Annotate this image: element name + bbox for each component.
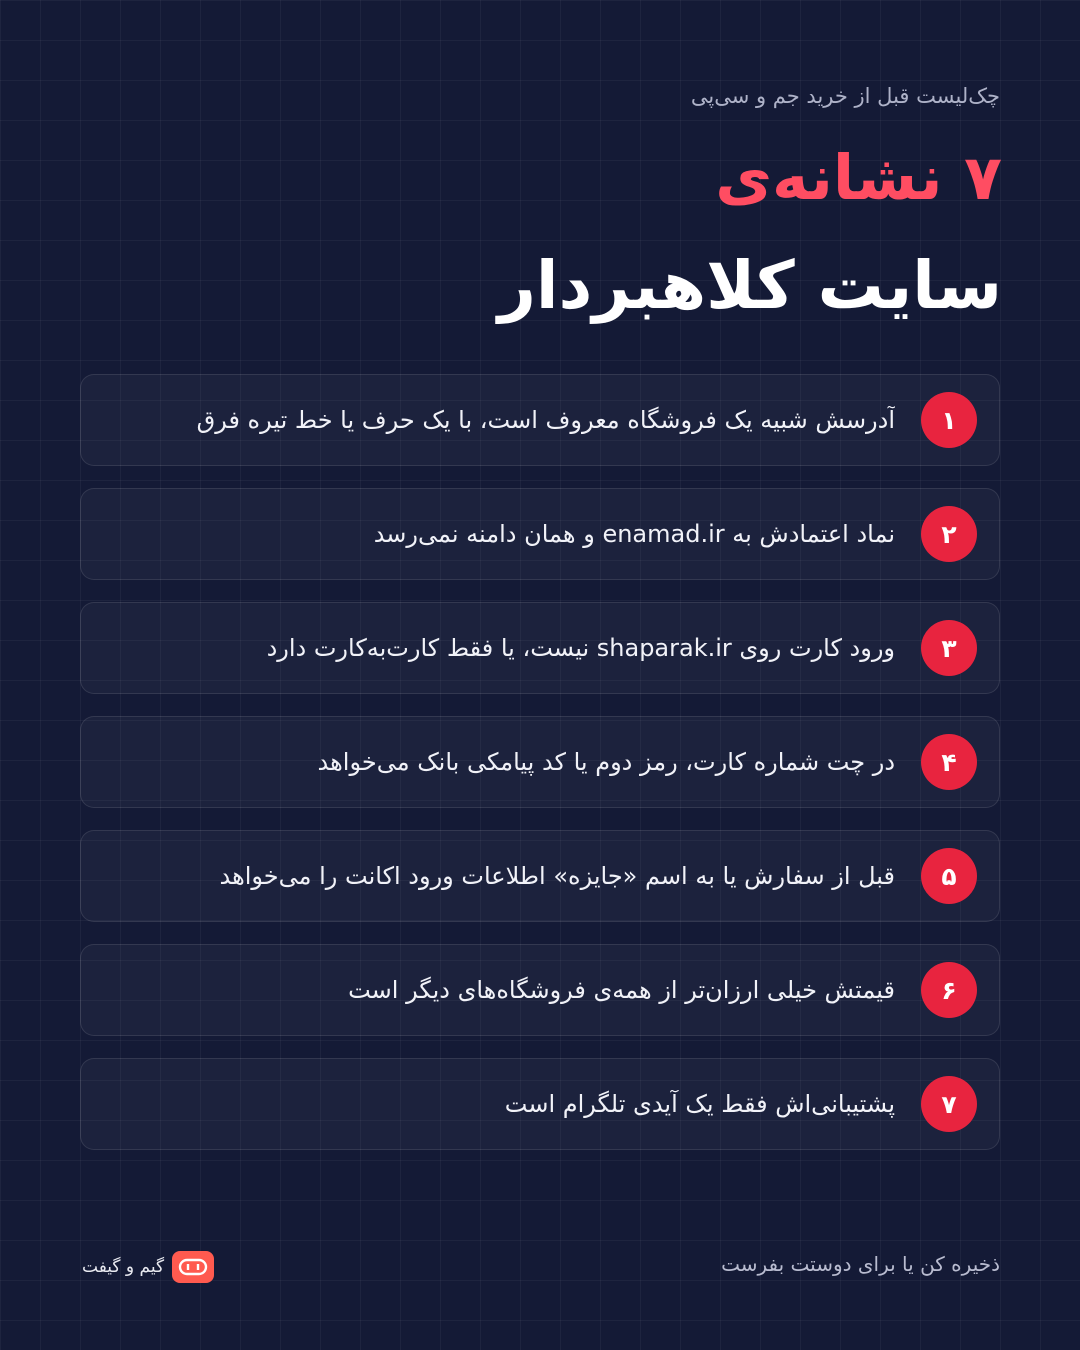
item-number-badge: ۵ xyxy=(921,848,977,904)
item-text: در چت شماره کارت، رمز دوم یا کد پیامکی بانک می‌خواهد xyxy=(317,748,895,776)
eyebrow-text: چک‌لیست قبل از خرید جم و سی‌پی xyxy=(690,84,1000,108)
page-title: سایت کلاهبردار xyxy=(497,247,1002,324)
title-accent: ۷ نشانه‌ی xyxy=(715,141,1002,214)
item-number-badge: ۷ xyxy=(921,1076,977,1132)
item-text: قبل از سفارش یا به اسم «جایزه» اطلاعات ورود اکانت را می‌خواهد xyxy=(219,862,895,890)
list-item xyxy=(80,488,1000,580)
list-item xyxy=(80,944,1000,1036)
item-text: قیمتش خیلی ارزان‌تر از همه‌ی فروشگاه‌های دیگر است xyxy=(348,976,895,1004)
item-text: ورود کارت روی shaparak.ir نیست، یا فقط کارت‌به‌کارت دارد xyxy=(266,634,895,662)
brand-logo xyxy=(82,1251,214,1283)
item-number-badge: ۶ xyxy=(921,962,977,1018)
list-item xyxy=(80,374,1000,466)
item-text: نماد اعتمادش به enamad.ir و همان دامنه نمی‌رسد xyxy=(373,520,895,548)
footer-cta: ذخیره کن یا برای دوستت بفرست xyxy=(721,1252,1000,1276)
item-text: آدرسش شبیه یک فروشگاه معروف است، با یک حرف یا خط تیره فرق xyxy=(196,406,895,434)
list-item xyxy=(80,1058,1000,1150)
list-item xyxy=(80,716,1000,808)
item-number-badge: ۳ xyxy=(921,620,977,676)
list-item xyxy=(80,830,1000,922)
signs-list xyxy=(80,374,1000,1172)
item-number-badge: ۴ xyxy=(921,734,977,790)
list-item xyxy=(80,602,1000,694)
item-number-badge: ۱ xyxy=(921,392,977,448)
brand-name: گیم و گیفت xyxy=(82,1257,165,1277)
gamepad-icon xyxy=(172,1251,214,1283)
item-text: پشتیبانی‌اش فقط یک آیدی تلگرام است xyxy=(504,1090,895,1118)
item-number-badge: ۲ xyxy=(921,506,977,562)
